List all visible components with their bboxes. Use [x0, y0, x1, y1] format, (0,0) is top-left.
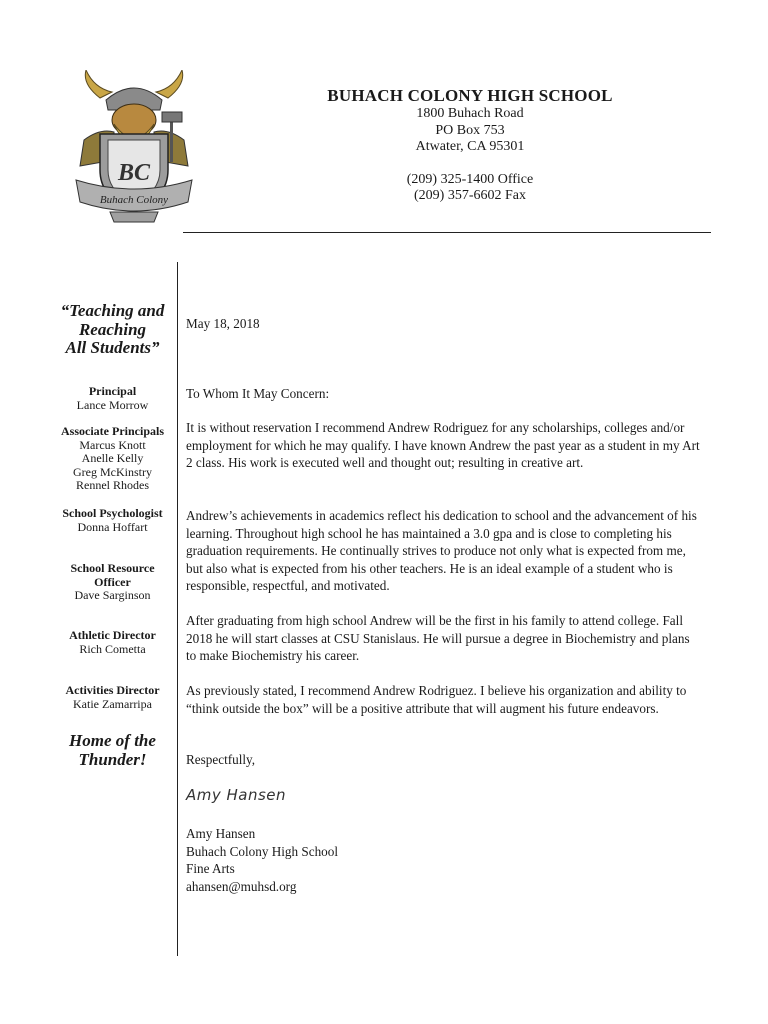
logo-banner-text: Buhach Colony [99, 194, 169, 206]
slogan-line: Home of the [69, 731, 156, 750]
staff-role: Principal [88, 384, 137, 398]
staff-role: Athletic Director [69, 628, 156, 642]
viking-shield-crest-icon [70, 70, 198, 230]
school-name: BUHACH COLONY HIGH SCHOOL [327, 86, 613, 105]
motto-line: Reaching [78, 319, 147, 339]
motto-line: “Teaching and [60, 301, 165, 320]
letter-date: May 18, 2018 [186, 316, 260, 331]
staff-name: Anelle Kelly [81, 451, 144, 465]
phone-fax: (209) 357-6602 Fax [414, 188, 526, 203]
staff-school-resource-officer [50, 562, 175, 603]
phone-office: (209) 325-1400 Office [406, 171, 534, 187]
staff-activities-director [50, 684, 175, 711]
closing-slogan [50, 732, 175, 769]
staff-role: Associate Principals [61, 424, 164, 438]
letterhead [240, 86, 700, 205]
staff-name: Greg McKinstry [73, 464, 152, 479]
staff-principal [50, 385, 175, 412]
staff-role: School Resource Officer [70, 561, 155, 589]
motto [50, 302, 175, 358]
logo-initials: BC [117, 160, 151, 186]
staff-name: Katie Zamarripa [73, 696, 152, 711]
staff-name: Marcus Knott [79, 437, 146, 452]
school-logo [70, 70, 198, 230]
signer-email: ahansen@muhsd.org [186, 878, 297, 894]
signer-department: Fine Arts [186, 861, 235, 876]
address-line-3: Atwater, CA 95301 [415, 139, 525, 154]
signature: Amy Hansen [186, 786, 287, 804]
staff-name: Lance Morrow [76, 397, 149, 412]
letter-closing: Respectfully, [186, 752, 256, 767]
staff-name: Dave Sarginson [74, 588, 151, 602]
motto-line: All Students” [65, 338, 160, 357]
signer-name: Amy Hansen [186, 826, 256, 841]
letter-salutation: To Whom It May Concern: [186, 386, 330, 401]
staff-school-psychologist [50, 507, 175, 534]
letter-paragraph: It is without reservation I recommend Andrew Rodriguez for any scholarships, colleges and/or employment for which he may qualify. I have known Andrew the past year as a student in my Art 2 class. His work is executed well and thought out; resulting in creative art. [186, 420, 700, 470]
address-line-2: PO Box 753 [435, 122, 505, 138]
staff-associate-principals [50, 425, 175, 493]
letter-paragraph: Andrew’s achievements in academics reflect his dedication to school and the advancement of his learning. Throughout high school he has maintained a 3.0 gpa and is close to completing his graduation requirements. He continually strives to produce not only what is expected from me, but also what is expected from his other teachers. He is an ideal example of a student who is responsible, respectful, and motivated. [186, 508, 697, 593]
address-line-1: 1800 Buhach Road [416, 106, 524, 121]
header-divider [183, 232, 711, 233]
letter-paragraph: After graduating from high school Andrew will be the first in his family to attend college. Fall 2018 he will start classes at CSU Stanislaus. He will pursue a degree in Biochemistry and plans to make Biochemistry his career. [186, 613, 690, 663]
staff-athletic-director [50, 629, 175, 656]
staff-role: Activities Director [65, 683, 160, 697]
staff-name: Donna Hoffart [77, 519, 148, 534]
letter-paragraph: As previously stated, I recommend Andrew Rodriguez. I believe his organization and ability to “think outside the box” will be a positive attribute that will augment his future endeavors. [186, 683, 687, 716]
staff-name: Rich Cometta [79, 641, 146, 656]
staff-name: Rennel Rhodes [76, 478, 149, 492]
slogan-line: Thunder! [78, 749, 147, 769]
sidebar-divider [177, 262, 178, 956]
staff-role: School Psychologist [62, 506, 163, 520]
signer-school: Buhach Colony High School [186, 843, 339, 859]
signature-block [186, 825, 338, 895]
